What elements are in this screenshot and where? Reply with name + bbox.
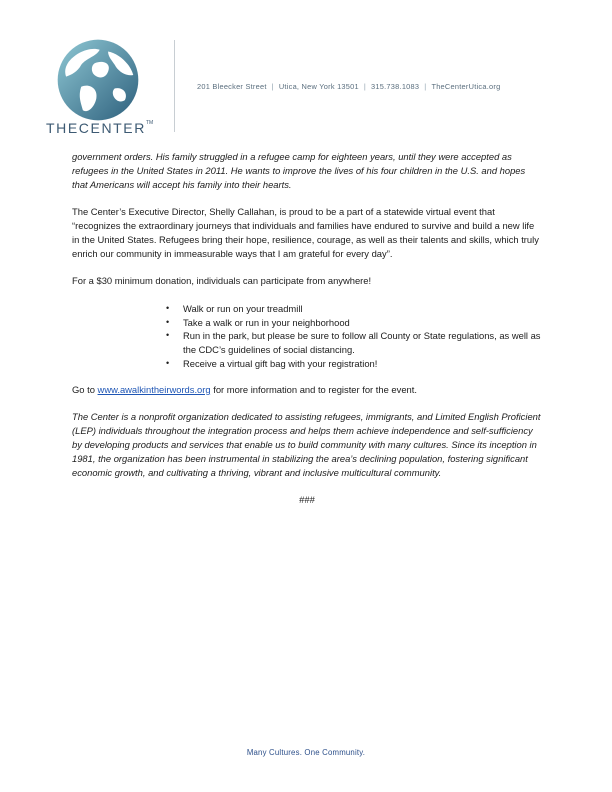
vertical-divider	[174, 40, 175, 132]
bullet-icon: •	[166, 330, 170, 341]
registration-paragraph	[72, 383, 542, 397]
director-quote-paragraph: The Center’s Executive Director, Shelly Callahan, is proud to be a part of a statewide virtual event that “recognizes the extraordinary journeys that individuals and families have endured to survive and build a new life in the United States. Refugees bring their hope, resilience, courage, as well as their talents and skills, which truly enrich our community in immeasurable ways that I am grateful for every day”.	[72, 206, 539, 259]
city-state-zip: Utica, New York 13501	[278, 82, 359, 91]
participation-list	[72, 302, 542, 371]
globe-logo-icon	[56, 38, 140, 122]
list-item-text: Receive a virtual gift bag with your registration!	[183, 357, 378, 369]
donation-paragraph: For a $30 minimum donation, individuals can participate from anywhere!	[72, 275, 372, 287]
separator: |	[424, 82, 427, 91]
goto-suffix: for more information and to register for the event.	[210, 383, 417, 395]
list-item	[166, 302, 542, 316]
about-paragraph: The Center is a nonprofit organization dedicated to assisting refugees, immigrants, and Limited English Proficient (LEP) individuals throughout the integration process and helps them achieve independence and self-sufficiency by developing products and services that enable us to build community with many cultures. Since its inception in 1981, the organization has been instrumental in stabilizing the area’s declining population, fostering significant economic growth, and cultivating a thriving, vibrant and inclusive multicultural community.	[72, 411, 541, 478]
list-item	[166, 316, 542, 330]
list-item-text: Take a walk or run in your neighborhood	[183, 316, 350, 328]
street-address: 201 Bleecker Street	[197, 82, 267, 91]
phone-number: 315.738.1083	[371, 82, 420, 91]
bullet-icon: •	[166, 357, 170, 368]
footer-tagline: Many Cultures. One Community.	[246, 748, 366, 757]
list-item	[166, 329, 542, 357]
letterhead	[0, 0, 612, 140]
separator: |	[363, 82, 367, 91]
bullet-icon: •	[166, 302, 170, 313]
contact-line	[197, 82, 500, 91]
list-item-text: Walk or run on your treadmill	[183, 302, 303, 314]
document-body	[72, 150, 542, 521]
list-item	[166, 357, 542, 371]
website-link[interactable]: TheCenterUtica.org	[431, 82, 501, 91]
end-mark: ###	[299, 494, 315, 506]
separator: |	[271, 82, 274, 91]
goto-prefix: Go to	[72, 383, 98, 395]
org-name: THECENTER	[46, 120, 146, 136]
org-wordmark	[46, 120, 153, 136]
intro-paragraph: government orders. His family struggled in a refugee camp for eighteen years, until they were accepted as refugees in the United States in 2011. He wants to improve the lives of his four children in the U.S. and hopes that Americans will accept his family into their hearts.	[72, 151, 526, 190]
bullet-icon: •	[166, 316, 170, 327]
list-item-text: Run in the park, but please be sure to follow all County or State regulations, as well as the CDC’s guidelines of social distancing.	[183, 330, 541, 356]
trademark-mark: TM	[145, 120, 154, 126]
event-website-link[interactable]: www.awalkintheirwords.org	[97, 383, 211, 395]
